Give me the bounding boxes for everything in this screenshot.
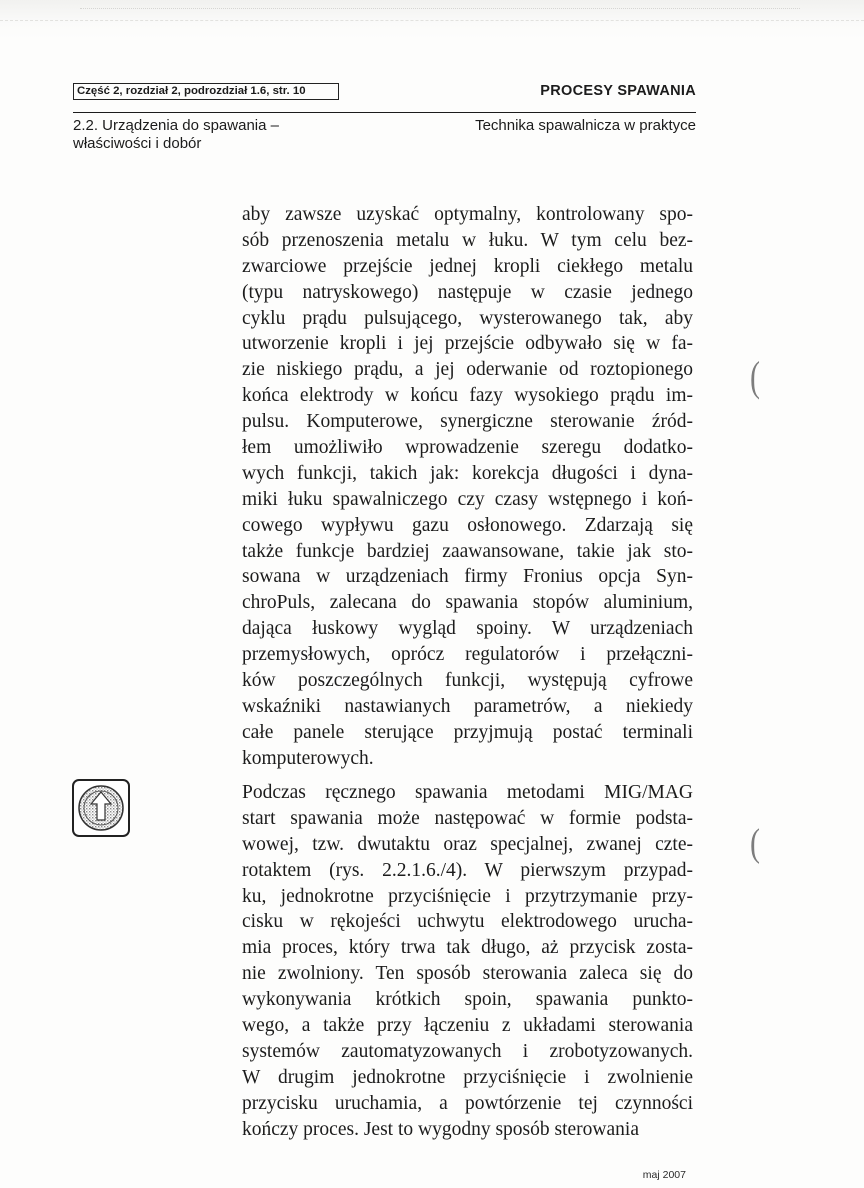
document-title: PROCESY SPAWANIA	[540, 83, 696, 99]
text-line: sowana w urządzeniach firmy Fronius opcja Syn-	[242, 566, 693, 588]
text-line: mia proces, który trwa tak długo, aż przycisk zosta-	[242, 937, 693, 959]
subsection-title-line-1: 2.2. Urządzenia do spawania –	[73, 117, 279, 134]
subsection-title	[73, 117, 373, 153]
text-line: zie niskiego prądu, a jej oderwanie od roztopionego	[242, 359, 693, 381]
text-line: systemów zautomatyzowanych i zrobotyzowanych.	[242, 1040, 693, 1062]
text-line: dająca łuskowy wygląd spoiny. W urządzeniach	[242, 618, 693, 640]
text-line: przemysłowych, oprócz regulatorów i przełączni-	[242, 644, 693, 666]
section-reference: Część 2, rozdział 2, podrozdział 1.6, str. 10	[73, 83, 339, 100]
footer-date: maj 2007	[642, 1169, 686, 1181]
text-line: wykonywania krótkich spoin, spawania punkto-	[242, 989, 693, 1011]
text-line: miki łuku spawalniczego czy czasy wstępnego i koń-	[242, 488, 693, 510]
header-divider	[73, 112, 696, 113]
text-line: start spawania może następować w formie podsta-	[242, 807, 693, 829]
text-line: zwarciowe przejście jednej kropli ciekłego metalu	[242, 255, 693, 277]
subsection-title-line-2: właściwości i dobór	[73, 135, 202, 152]
text-line: Podczas ręcznego spawania metodami MIG/MAG	[242, 782, 693, 803]
scan-artifact-top	[0, 0, 864, 40]
text-line: cyklu prądu pulsującego, wysterowanego tak, aby	[242, 307, 693, 329]
text-line: ków poszczególnych funkcji, występują cyfrowe	[242, 670, 693, 692]
book-title: Technika spawalnicza w praktyce	[475, 117, 696, 134]
text-line: cisku w rękojeści uchwytu elektrodowego urucha-	[242, 911, 693, 933]
text-line: wskaźniki nastawianych parametrów, a niekiedy	[242, 695, 693, 717]
text-line: (typu natryskowego) następuje w czasie jednego	[242, 281, 693, 303]
text-line: W drugim jednokrotne przyciśnięcie i zwolnienie	[242, 1066, 693, 1088]
text-line: wego, a także przy łączeniu z układami sterowania	[242, 1015, 693, 1037]
text-line: komputerowych.	[242, 747, 374, 769]
text-line: sób przenoszenia metalu w łuku. W tym celu bez-	[242, 229, 693, 251]
text-line: aby zawsze uzyskać optymalny, kontrolowany spo-	[242, 204, 693, 225]
text-line: chroPuls, zalecana do spawania stopów aluminium,	[242, 592, 693, 614]
text-line: pulsu. Komputerowe, synergiczne sterowanie źród-	[242, 411, 693, 433]
text-line: całe panele sterujące przyjmują postać terminali	[242, 721, 693, 743]
text-line: rotaktem (rys. 2.2.1.6./4). W pierwszym przypad-	[242, 859, 693, 881]
text-line: nie zwolniony. Ten sposób sterowania zaleca się do	[242, 963, 693, 985]
paragraph-1	[242, 202, 693, 772]
text-line: wych funkcji, takich jak: korekcja długości i dyna-	[242, 462, 693, 484]
text-line: wowej, tzw. dwutaktu oraz specjalnej, zwanej czte-	[242, 833, 693, 855]
text-line: także funkcje bardziej zaawansowane, takie jak sto-	[242, 540, 693, 562]
margin-bracket-mark: (	[750, 354, 760, 401]
text-line: końca elektrody w końcu fazy wysokiego prądu im-	[242, 385, 693, 407]
text-line: cowego wypływu gazu osłonowego. Zdarzają się	[242, 514, 693, 536]
text-line: kończy proces. Jest to wygodny sposób sterowania	[242, 1118, 639, 1140]
text-line: ku, jednokrotne przyciśnięcie i przytrzymanie przy-	[242, 885, 693, 907]
text-line: przycisku uruchamia, a powtórzenie tej czynności	[242, 1092, 693, 1114]
paragraph-2	[242, 780, 693, 1142]
text-line: łem umożliwiło wprowadzenie szeregu dodatko-	[242, 437, 693, 459]
margin-bracket-mark: (	[750, 821, 760, 865]
up-arrow-circle-icon	[72, 779, 130, 837]
text-line: utworzenie kropli i jej przejście odbywało się w fa-	[242, 333, 693, 355]
